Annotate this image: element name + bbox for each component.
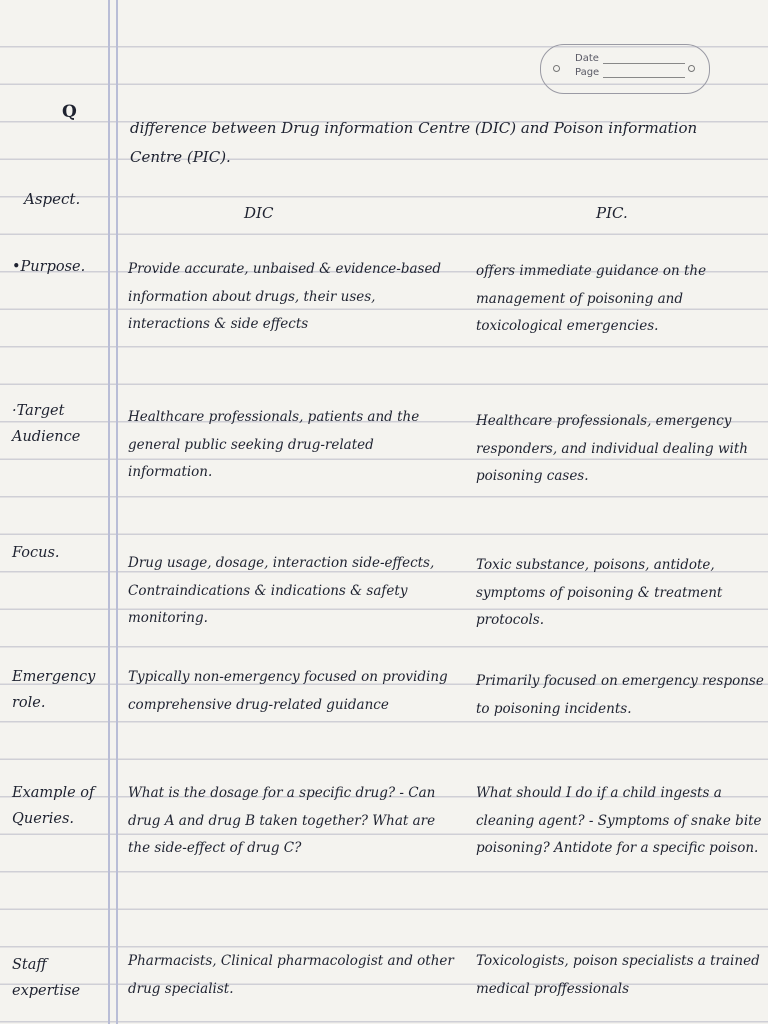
dic-target-audience: Healthcare professionals, patients and the general public seeking drug-related information. xyxy=(128,409,420,480)
aspect-example-queries: Example of Queries. xyxy=(12,785,95,827)
dic-emergency-role: Typically non-emergency focused on providing comprehensive drug-related guidance xyxy=(128,669,448,713)
pic-header: PIC. xyxy=(596,204,628,222)
question-title: difference between Drug information Centre (DIC) and Poison information Centre (PIC). xyxy=(130,119,698,166)
aspect-emergency-role: Emergency role. xyxy=(12,669,96,711)
dic-header: DIC xyxy=(244,204,274,222)
dic-staff-expertise: Pharmacists, Clinical pharmacologist and other drug specialist. xyxy=(128,953,454,997)
margin-line xyxy=(116,0,118,1024)
date-label: Date xyxy=(575,53,599,64)
margin-line xyxy=(108,0,110,1024)
question-marker: Q xyxy=(62,102,77,122)
pic-target-audience: Healthcare professionals, emergency responders, and individual dealing with poisoning cases. xyxy=(476,413,748,484)
pic-example-queries: What should I do if a child ingests a cleaning agent? - Symptoms of snake bite poisoning? Antidote for a specific poison. xyxy=(476,785,762,856)
stamp-dot xyxy=(553,65,560,72)
aspect-purpose: •Purpose. xyxy=(12,259,86,275)
pic-emergency-role: Primarily focused on emergency response to poisoning incidents. xyxy=(476,673,764,717)
aspect-header: Aspect. xyxy=(24,190,81,208)
aspect-staff-expertise: Staff expertise xyxy=(12,957,81,999)
dic-purpose: Provide accurate, unbaised & evidence-based information about drugs, their uses, interactions & side effects xyxy=(128,261,442,332)
pic-focus: Toxic substance, poisons, antidote, symptoms of poisoning & treatment protocols. xyxy=(476,557,723,628)
date-page-stamp xyxy=(540,44,710,94)
aspect-focus: Focus. xyxy=(12,545,60,561)
pic-purpose: offers immediate guidance on the management of poisoning and toxicological emergencies. xyxy=(476,263,707,334)
dic-example-queries: What is the dosage for a specific drug? - Can drug A and drug B taken together? What are the side-effect of drug C? xyxy=(128,785,436,856)
aspect-target-audience: ·Target Audience xyxy=(12,403,81,445)
pic-staff-expertise: Toxicologists, poison specialists a trained medical proffessionals xyxy=(476,953,760,997)
dic-focus: Drug usage, dosage, interaction side-effects, Contraindications & indications & safety monitoring. xyxy=(128,555,435,626)
stamp-dot xyxy=(688,65,695,72)
page-label: Page xyxy=(575,67,600,78)
